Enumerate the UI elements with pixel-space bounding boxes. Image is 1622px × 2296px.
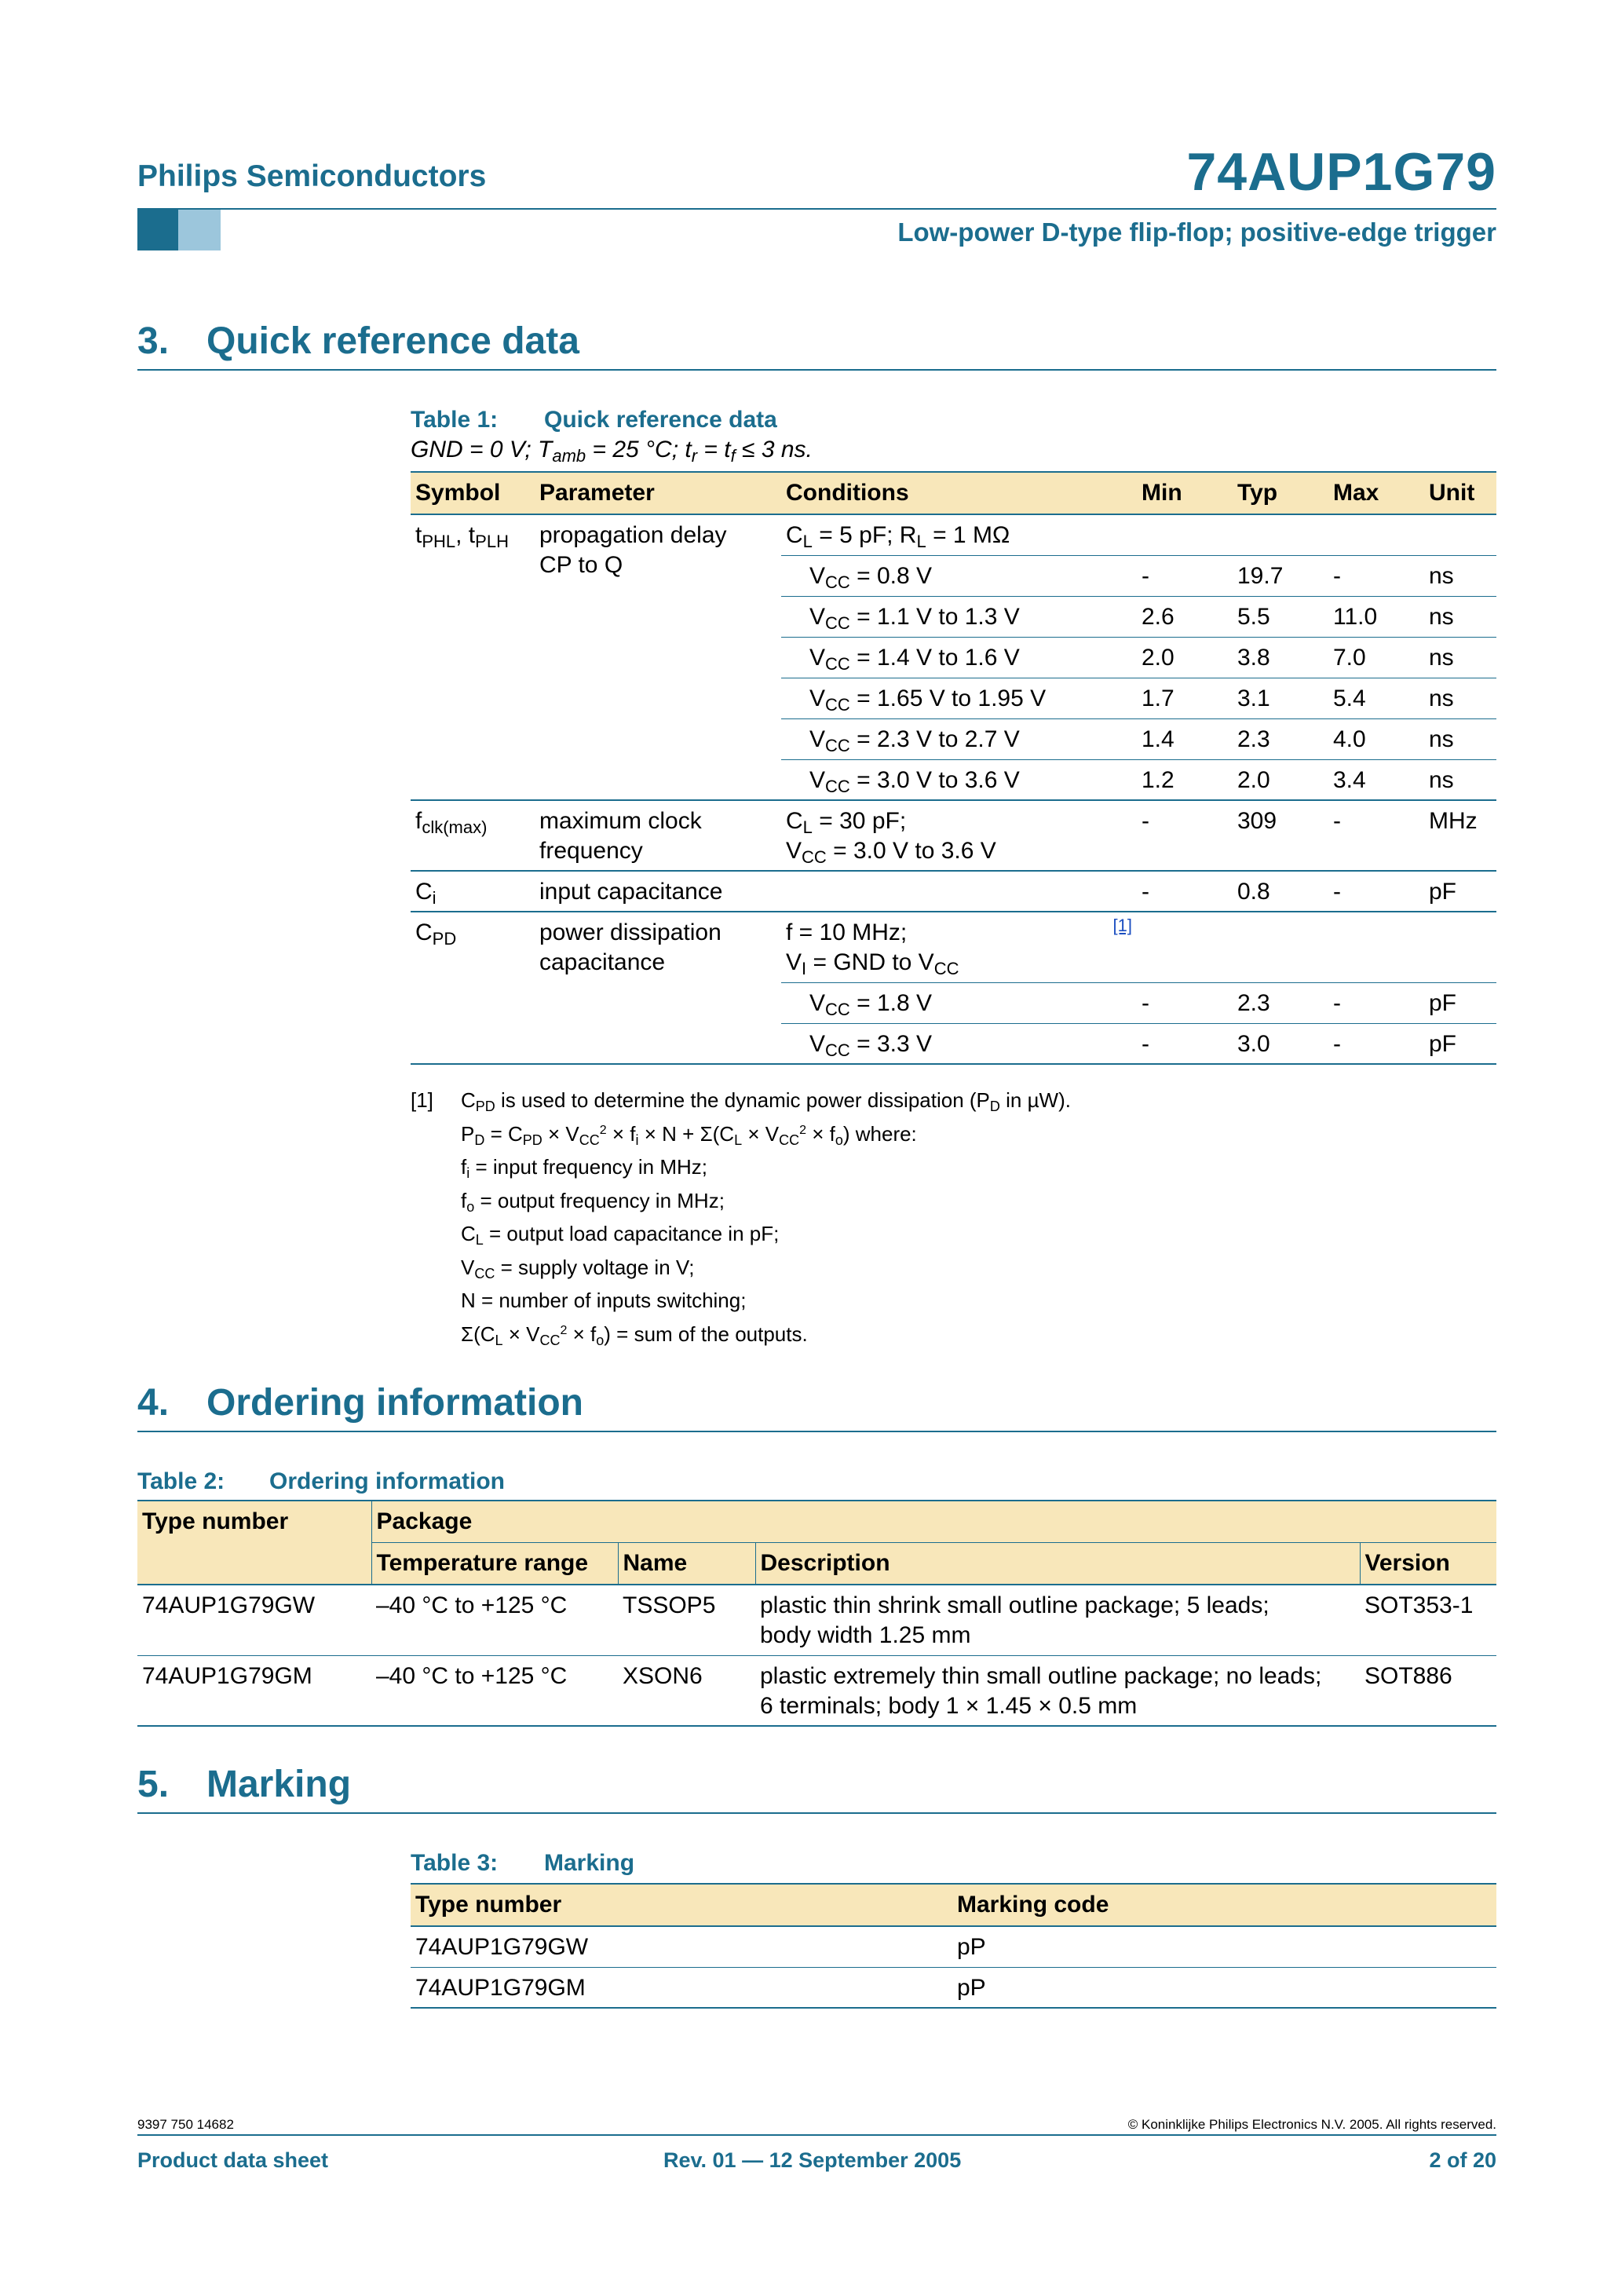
table-label: Table 1: xyxy=(411,407,499,433)
section-number: 5. xyxy=(137,1764,170,1805)
table-title: Ordering information xyxy=(269,1468,505,1494)
condition-cell: $V_{CC} = 3.0$ V to 3.6 V xyxy=(809,766,1020,796)
typ-cell: 309 xyxy=(1237,808,1277,834)
col-header: Type number xyxy=(137,1501,371,1585)
condition-cell: $V_{CC} = 1.8$ V xyxy=(809,989,933,1019)
description-cell xyxy=(755,1655,1360,1726)
col-header: Typ xyxy=(1233,472,1328,514)
max-cell: - xyxy=(1333,989,1341,1016)
col-header: Parameter xyxy=(535,472,781,514)
condition-cell: $V_{CC} = 1.4$ V to 1.6 V xyxy=(809,644,1020,674)
description-line: plastic thin shrink small outline package; 5 leads; xyxy=(760,1592,1269,1618)
col-header: Conditions xyxy=(781,472,1137,514)
type-number-cell: 74AUP1G79GM xyxy=(142,1662,312,1689)
version-cell: SOT886 xyxy=(1364,1662,1452,1689)
table3-caption xyxy=(411,1850,634,1877)
condition-cell: $C_L = 5$ pF; $R_L = 1$ MΩ xyxy=(786,522,1010,551)
max-cell: - xyxy=(1333,879,1341,905)
table-title: Quick reference data xyxy=(544,407,777,433)
col-header: Marking code xyxy=(952,1884,1496,1926)
typ-cell: 0.8 xyxy=(1237,879,1270,905)
type-number-cell: 74AUP1G79GW xyxy=(142,1592,316,1618)
table-header-row xyxy=(411,1884,1496,1926)
table1-conditions: GND = 0 V; $T_{amb} = 25$ °C; $t_r = t_f \le 3$ ns. xyxy=(411,437,813,466)
section-heading-4 xyxy=(137,1376,1496,1432)
typ-cell: 2.0 xyxy=(1237,766,1270,793)
logo-block-light xyxy=(178,210,221,250)
temperature-cell: –40 °C to +125 °C xyxy=(376,1592,568,1618)
min-cell: - xyxy=(1142,1030,1149,1057)
section-number: 4. xyxy=(137,1382,170,1424)
typ-cell: 2.3 xyxy=(1237,989,1270,1016)
package-name-cell: TSSOP5 xyxy=(623,1592,716,1618)
col-header: Min xyxy=(1137,472,1233,514)
col-header: Temperature range xyxy=(371,1543,618,1585)
part-number: 74AUP1G79 xyxy=(1186,142,1496,202)
unit-cell: ns xyxy=(1429,644,1454,671)
symbol-cell: $C_i$ xyxy=(415,879,437,908)
footnote-marker: [1] xyxy=(411,1088,433,1112)
min-cell: 1.4 xyxy=(1142,726,1174,752)
marking-code-cell: pP xyxy=(957,1934,986,1960)
unit-cell: ns xyxy=(1429,603,1454,630)
condition-cell: $V_{CC} = 1.1$ V to 1.3 V xyxy=(809,603,1020,633)
max-cell: 3.4 xyxy=(1333,766,1366,793)
typ-cell: 3.0 xyxy=(1237,1030,1270,1057)
footnote-body: $C_{PD}$ is used to determine the dynamic power dissipation ($P_D$ in µW). $P_D = C_{PD} \times V_{CC}^2 \times f_i \times N + \Sigma(C_L \times V_{CC}^2 \times f_o)$ where: $f_i$ = input frequency in MHz; $f_o$ = output frequency in MHz; $C_L$ = output load capacitance in pF; $V_{CC}$ = supply voltage in V; N = number of inputs switching; $\Sigma(C_L \times V_{CC}^2 \times f_o)$ = sum of the outputs. xyxy=(461,1088,1071,1348)
col-header: Package xyxy=(371,1501,1496,1543)
table-row xyxy=(411,1926,1496,1967)
description-line: 6 terminals; body 1 × 1.45 × 0.5 mm xyxy=(760,1692,1138,1719)
min-cell: 1.2 xyxy=(1142,766,1174,793)
max-cell: - xyxy=(1333,1030,1341,1057)
type-number-cell: 74AUP1G79GM xyxy=(415,1974,586,2001)
table2-caption xyxy=(137,1468,505,1495)
package-name-cell: XSON6 xyxy=(623,1662,703,1689)
section-title: Quick reference data xyxy=(206,320,579,362)
min-cell: 2.0 xyxy=(1142,644,1174,671)
condition-cell: $V_{CC} = 0.8$ V xyxy=(809,562,933,592)
table-title: Marking xyxy=(544,1850,635,1876)
table-label: Table 2: xyxy=(137,1468,225,1494)
col-header: Version xyxy=(1360,1543,1496,1585)
table-row xyxy=(411,912,1496,982)
max-cell: - xyxy=(1333,808,1341,834)
unit-cell: ns xyxy=(1429,562,1454,589)
symbol-cell: $t_{PHL}$, $t_{PLH}$ xyxy=(415,522,509,551)
condition-cell: $C_L = 30$ pF; $V_{CC} = 3.0$ V to 3.6 V xyxy=(786,808,996,867)
section-number: 3. xyxy=(137,320,170,362)
company-name: Philips Semiconductors xyxy=(137,159,487,193)
condition-cell xyxy=(781,871,1137,912)
footnote-ref-link[interactable]: [1] xyxy=(1112,916,1132,935)
min-cell: - xyxy=(1142,879,1149,905)
parameter-cell: power dissipation capacitance xyxy=(539,919,721,975)
type-number-cell: 74AUP1G79GW xyxy=(415,1934,589,1960)
unit-cell: pF xyxy=(1429,989,1457,1016)
symbol-cell: $f_{clk(max)}$ xyxy=(415,808,488,837)
condition-cell: f = 10 MHz; $V_I$ = GND to $V_{CC}$ [1] xyxy=(786,916,1132,978)
typ-cell: 3.1 xyxy=(1237,685,1270,711)
section-title: Marking xyxy=(206,1764,352,1805)
description-cell xyxy=(755,1585,1360,1655)
table-row xyxy=(411,1967,1496,2008)
description-line: plastic extremely thin small outline package; no leads; xyxy=(760,1662,1322,1689)
max-cell: 7.0 xyxy=(1333,644,1366,671)
min-cell: - xyxy=(1142,562,1149,589)
unit-cell: ns xyxy=(1429,685,1454,711)
unit-cell: pF xyxy=(1429,1030,1457,1057)
table-label: Table 3: xyxy=(411,1850,499,1876)
unit-cell: ns xyxy=(1429,766,1454,793)
table-header-row xyxy=(137,1501,1496,1543)
revision: Rev. 01 — 12 September 2005 xyxy=(663,2148,962,2172)
max-cell: - xyxy=(1333,562,1341,589)
temperature-cell: –40 °C to +125 °C xyxy=(376,1662,568,1689)
typ-cell: 2.3 xyxy=(1237,726,1270,752)
col-header: Max xyxy=(1328,472,1424,514)
section-title: Ordering information xyxy=(206,1382,583,1424)
max-cell: 4.0 xyxy=(1333,726,1366,752)
version-cell: SOT353-1 xyxy=(1364,1592,1474,1618)
table-row xyxy=(411,800,1496,871)
condition-cell: $V_{CC} = 3.3$ V xyxy=(809,1030,933,1060)
description-line: body width 1.25 mm xyxy=(760,1622,971,1648)
min-cell: 2.6 xyxy=(1142,603,1174,630)
device-subtitle: Low-power D-type flip-flop; positive-edge trigger xyxy=(897,218,1496,247)
col-header: Description xyxy=(755,1543,1360,1585)
table1-caption xyxy=(411,407,777,433)
unit-cell: MHz xyxy=(1429,808,1478,834)
typ-cell: 3.8 xyxy=(1237,644,1270,671)
typ-cell: 19.7 xyxy=(1237,562,1284,589)
document-number: 9397 750 14682 xyxy=(137,2117,234,2132)
parameter-cell: input capacitance xyxy=(539,879,723,905)
min-cell: 1.7 xyxy=(1142,685,1174,711)
marking-code-cell: pP xyxy=(957,1974,986,2001)
parameter-cell: maximum clock frequency xyxy=(539,808,702,864)
marking-table xyxy=(411,1883,1496,2009)
min-cell: - xyxy=(1142,989,1149,1016)
section-heading-3 xyxy=(137,314,1496,371)
min-cell: - xyxy=(1142,808,1149,834)
condition-cell: $V_{CC} = 2.3$ V to 2.7 V xyxy=(809,726,1020,755)
max-cell: 11.0 xyxy=(1333,603,1378,630)
document-type: Product data sheet xyxy=(137,2148,329,2172)
table-row xyxy=(411,514,1496,555)
unit-cell: pF xyxy=(1429,879,1457,905)
col-header: Type number xyxy=(411,1884,952,1926)
table-row xyxy=(137,1655,1496,1726)
table-row xyxy=(137,1585,1496,1655)
max-cell: 5.4 xyxy=(1333,685,1366,711)
condition-cell: $V_{CC} = 1.65$ V to 1.95 V xyxy=(809,685,1047,715)
col-header: Unit xyxy=(1424,472,1496,514)
unit-cell: ns xyxy=(1429,726,1454,752)
footer-rule xyxy=(137,2134,1496,2136)
copyright: © Koninklijke Philips Electronics N.V. 2005. All rights reserved. xyxy=(1127,2117,1496,2132)
section-heading-5 xyxy=(137,1757,1496,1814)
header-rule xyxy=(137,208,1496,210)
table-row xyxy=(411,871,1496,912)
col-header: Symbol xyxy=(411,472,535,514)
table-header-row xyxy=(411,472,1496,514)
ordering-table xyxy=(137,1500,1496,1727)
page-number: 2 of 20 xyxy=(1429,2148,1496,2172)
logo-block-dark xyxy=(137,210,178,250)
typ-cell: 5.5 xyxy=(1237,603,1270,630)
col-header: Name xyxy=(618,1543,755,1585)
parameter-cell: propagation delay CP to Q xyxy=(539,522,727,578)
symbol-cell: $C_{PD}$ xyxy=(415,919,457,949)
quick-reference-table xyxy=(411,471,1496,1065)
